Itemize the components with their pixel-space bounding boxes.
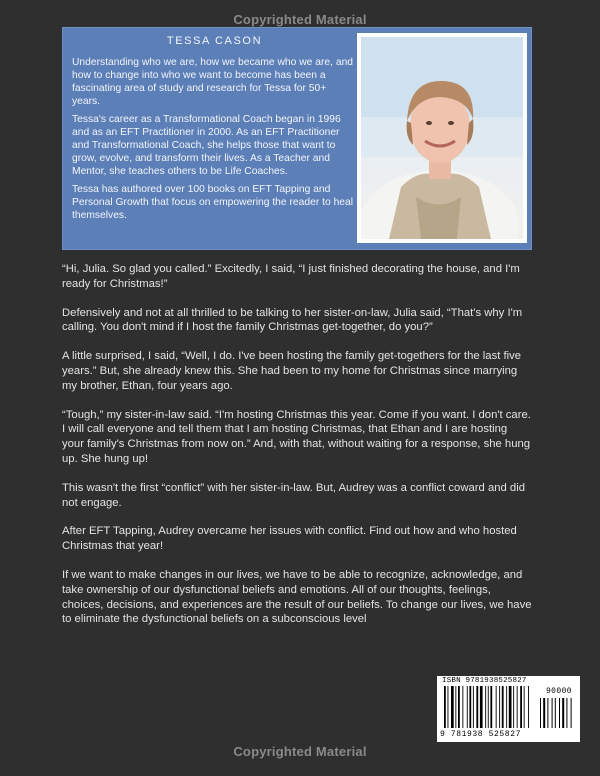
bio-paragraph-2: Tessa's career as a Transformational Coach began in 1996 and as an EFT Practitioner in 2000. As an EFT Practitioner and Transformational Coach, she helps those that want to grow, evolve, and transform their lives. As a Teacher and Mentor, she teaches others to be Life Coaches. bbox=[72, 114, 341, 177]
barcode-bars bbox=[444, 686, 572, 730]
story-paragraph-1: “Hi, Julia. So glad you called.” Excitedly, I said, “I just finished decorating the house, and I'm ready for Christmas!” bbox=[62, 263, 520, 290]
watermark-bottom: Copyrighted Material bbox=[233, 744, 367, 759]
story-paragraph-5: This wasn't the first “conflict” with her sister-in-law. But, Audrey was a conflict coward and did not engage. bbox=[62, 481, 526, 509]
author-bio-text bbox=[72, 35, 357, 227]
isbn-barcode bbox=[437, 676, 580, 742]
story-paragraph-3: A little surprised, I said, “Well, I do. I've been hosting the family get-togethers for the last five years.” But, she already knew this. She had been to my home for Christmas since marrying my brother, Ethan, four years ago. bbox=[62, 350, 522, 392]
price-code: 90000 bbox=[545, 687, 572, 696]
bio-paragraph-1: Understanding who we are, how we became who we are, and how to change into who we want to become has been a fascinating area of study and research for Tessa for 50+ years. bbox=[72, 57, 354, 107]
author-name-heading: TESSA CASON bbox=[166, 35, 263, 47]
author-portrait-illustration bbox=[361, 37, 523, 239]
author-photo bbox=[361, 37, 523, 239]
story-paragraph-2: Defensively and not at all thrilled to be talking to her sister-on-law, Julia said, “That's why I'm calling. You don't mind if I host the family Christmas get-together, do you?” bbox=[62, 306, 523, 334]
author-photo-frame bbox=[357, 33, 527, 243]
story-paragraph-4: “Tough,” my sister-in-law said. “I'm hosting Christmas this year. Come if you want. I don't care. I will call everyone and tell them that I am hosting Christmas, that Ethan and I are hosting your family's Christmas from now on.” And, with that, without waiting for a response, she hung up. She hung up! bbox=[62, 408, 531, 465]
story-paragraph-6: After EFT Tapping, Audrey overcame her issues with conflict. Find out how and who hosted Christmas that year! bbox=[62, 525, 517, 553]
story-excerpt bbox=[62, 262, 532, 641]
bio-paragraph-3: Tessa has authored over 100 books on EFT Tapping and Personal Growth that focus on empowering the reader to heal themselves. bbox=[72, 184, 354, 221]
isbn-digits: 9 781938 525827 bbox=[440, 730, 522, 739]
watermark-top: Copyrighted Material bbox=[233, 12, 367, 27]
isbn-label: ISBN 9781938525827 bbox=[442, 677, 527, 685]
story-paragraph-7: If we want to make changes in our lives, we have to be able to recognize, acknowledge, and take ownership of our dysfunctional beliefs and emotions. All of our thoughts, feelings, choices, decisions, and experiences are the result of our beliefs. To change our lives, we have to eliminate the dysfunctional beliefs on a subconscious level bbox=[62, 568, 532, 626]
